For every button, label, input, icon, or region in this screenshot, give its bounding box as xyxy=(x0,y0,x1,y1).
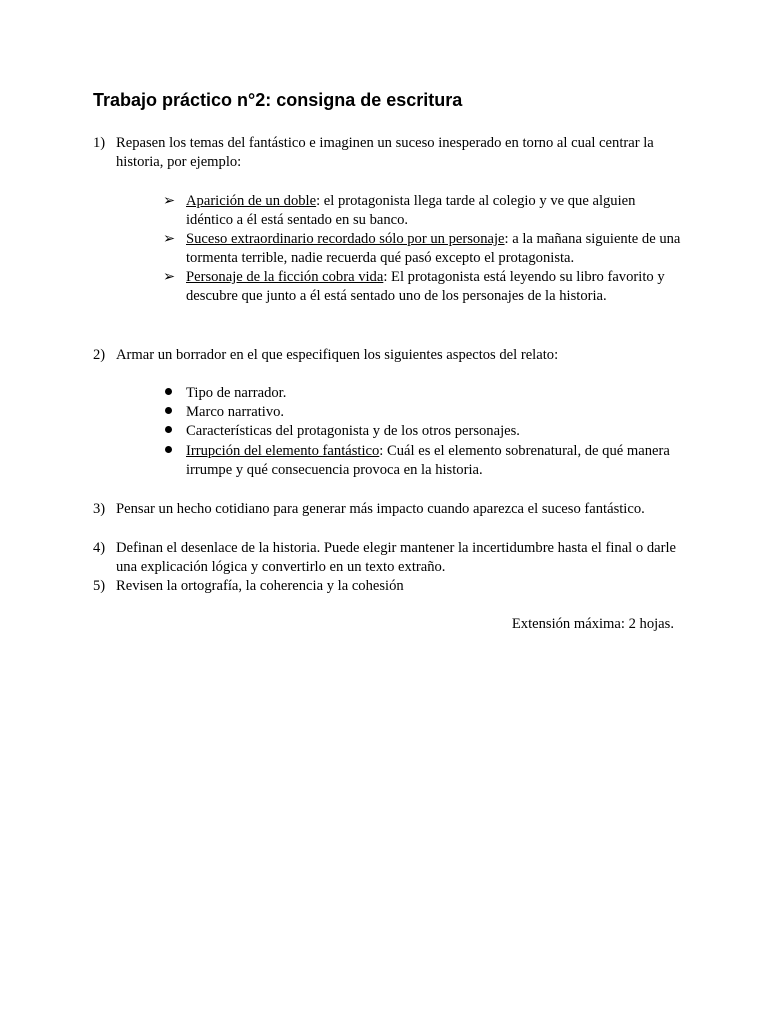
example-description: : el protagonista llega tarde al colegio y ve que alguien idéntico a él está sentado en su banco. xyxy=(186,193,636,229)
aspect-item-2 xyxy=(163,403,683,422)
example-description: : a la mañana siguiente de una tormenta terrible, nadie recuerda qué pasó excepto el protagonista. xyxy=(186,231,681,267)
bullet-icon xyxy=(163,403,181,422)
arrow-bullet-icon: ➢ xyxy=(163,269,176,285)
aspect-text: Características del protagonista y de los otros personajes. xyxy=(186,423,520,439)
example-item-3 xyxy=(163,268,683,307)
instruction-item-2 xyxy=(93,346,683,365)
aspect-item-3 xyxy=(163,422,683,441)
example-text xyxy=(186,268,683,307)
bullet-icon xyxy=(163,384,181,403)
page-title: Trabajo práctico n°2: consigna de escritura xyxy=(93,90,463,110)
max-length-note: Extensión máxima: 2 hojas. xyxy=(511,616,674,632)
aspect-text: Marco narrativo. xyxy=(186,404,285,420)
bullet-icon xyxy=(163,422,181,441)
item-number: 3) xyxy=(93,501,106,517)
example-text xyxy=(186,230,683,269)
item-number: 5) xyxy=(93,578,106,594)
aspect-label: Irrupción del elemento fantástico xyxy=(186,443,380,459)
instruction-item-3 xyxy=(93,500,683,519)
example-item-2 xyxy=(163,230,683,269)
example-label: Personaje de la ficción cobra vida xyxy=(186,269,384,285)
example-text xyxy=(186,192,683,231)
aspect-item-4 xyxy=(163,442,683,481)
item-text: Definan el desenlace de la historia. Puede elegir mantener la incertidumbre hasta el final o darle una explicación lógica y convertirlo en un texto extraño. xyxy=(116,540,676,576)
bullet-icon xyxy=(163,442,181,461)
instruction-item-5 xyxy=(93,577,683,596)
aspect-text: Tipo de narrador. xyxy=(186,385,287,401)
item-text: Pensar un hecho cotidiano para generar más impacto cuando aparezca el suceso fantástico. xyxy=(116,501,645,517)
item-number: 1) xyxy=(93,135,106,151)
item-number: 4) xyxy=(93,540,106,556)
arrow-bullet-icon: ➢ xyxy=(163,193,176,209)
instruction-item-4 xyxy=(93,539,683,578)
aspect-text xyxy=(186,442,683,481)
example-label: Aparición de un doble xyxy=(186,193,317,209)
aspect-item-1 xyxy=(163,384,683,403)
item-text: Revisen la ortografía, la coherencia y la cohesión xyxy=(116,578,404,594)
instruction-item-1 xyxy=(93,134,683,173)
arrow-bullet-icon: ➢ xyxy=(163,231,176,247)
item-number: 2) xyxy=(93,347,106,363)
aspect-description: : Cuál es el elemento sobrenatural, de qué manera irrumpe y qué consecuencia provoca en la historia. xyxy=(186,443,670,479)
example-label: Suceso extraordinario recordado sólo por un personaje xyxy=(186,231,505,247)
example-description: : El protagonista está leyendo su libro favorito y descubre que junto a él está sentado uno de los personajes de la historia. xyxy=(186,269,665,305)
item-text: Armar un borrador en el que especifiquen los siguientes aspectos del relato: xyxy=(116,347,559,363)
item-text: Repasen los temas del fantástico e imaginen un suceso inesperado en torno al cual centrar la historia, por ejemplo: xyxy=(116,135,654,171)
example-item-1 xyxy=(163,192,683,231)
